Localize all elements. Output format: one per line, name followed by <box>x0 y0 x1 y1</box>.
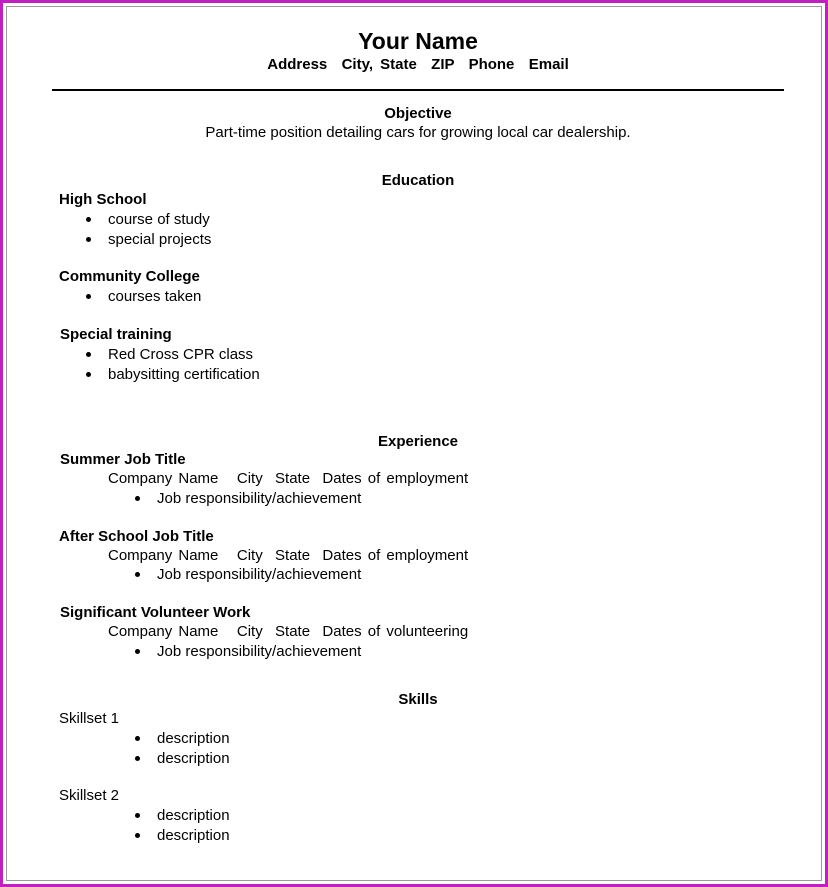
job-bullets <box>157 642 361 662</box>
job-bullets <box>157 489 361 509</box>
bullet-icon <box>86 294 91 299</box>
education-group-title: Special training <box>60 326 172 343</box>
bullet-icon <box>86 237 91 242</box>
bullet-icon <box>86 372 91 377</box>
job-details: Company Name City State Dates of employment <box>108 547 469 564</box>
education-group-title: High School <box>59 191 147 208</box>
bullet-icon <box>135 572 140 577</box>
objective-text: Part-time position detailing cars for growing local car dealership. <box>205 124 631 141</box>
job-details: Company Name City State Dates of volunteering <box>108 623 469 640</box>
job-title: After School Job Title <box>59 528 214 545</box>
list-item: Job responsibility/achievement <box>157 642 361 662</box>
skillset-list <box>157 729 230 769</box>
list-item: special projects <box>108 230 211 250</box>
skills-heading: Skills <box>398 691 438 708</box>
education-group-title: Community College <box>59 268 200 285</box>
job-details: Company Name City State Dates of employment <box>108 470 469 487</box>
bullet-icon <box>135 496 140 501</box>
education-group-list <box>108 345 260 385</box>
education-group-list <box>108 287 201 307</box>
list-item: description <box>157 826 230 846</box>
bullet-icon <box>86 352 91 357</box>
list-item: description <box>157 729 230 749</box>
list-item: courses taken <box>108 287 201 307</box>
contact-line: Address City, State ZIP Phone Email <box>267 56 569 73</box>
bullet-icon <box>135 833 140 838</box>
bullet-icon <box>135 649 140 654</box>
skillset-title: Skillset 2 <box>59 787 120 804</box>
experience-heading: Experience <box>377 433 459 450</box>
job-title: Significant Volunteer Work <box>60 604 251 621</box>
list-item: babysitting certification <box>108 365 260 385</box>
education-group-list <box>108 210 211 250</box>
list-item: Job responsibility/achievement <box>157 489 361 509</box>
education-heading: Education <box>381 172 455 189</box>
header-divider <box>52 89 784 91</box>
objective-heading: Objective <box>384 105 452 122</box>
bullet-icon <box>86 217 91 222</box>
list-item: course of study <box>108 210 211 230</box>
list-item: description <box>157 806 230 826</box>
bullet-icon <box>135 813 140 818</box>
skillset-list <box>157 806 230 846</box>
list-item: description <box>157 749 230 769</box>
job-title: Summer Job Title <box>60 451 186 468</box>
resume-name: Your Name <box>358 28 478 54</box>
list-item: Red Cross CPR class <box>108 345 260 365</box>
bullet-icon <box>135 736 140 741</box>
skillset-title: Skillset 1 <box>59 710 120 727</box>
job-bullets <box>157 565 361 585</box>
bullet-icon <box>135 756 140 761</box>
list-item: Job responsibility/achievement <box>157 565 361 585</box>
